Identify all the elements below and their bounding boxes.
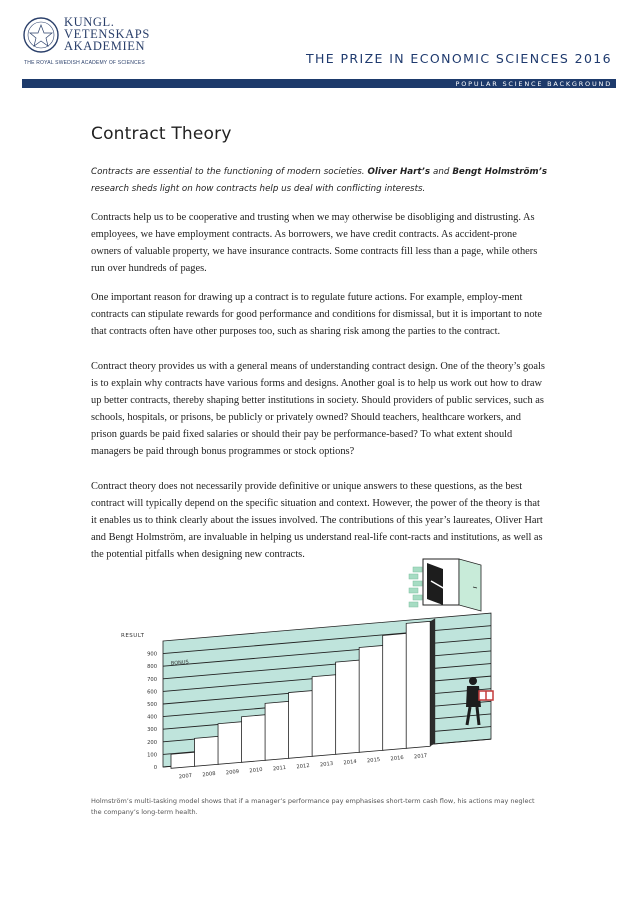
x-tick-label: 2015 [366,756,381,765]
x-tick-label: 2012 [296,762,310,771]
bar [195,736,219,766]
y-tick-label: 400 [147,714,157,721]
x-tick-label: 2007 [178,772,193,779]
body-paragraph-4: Contract theory does not necessarily provide definitive or unique answers to these questions, as the best contract will typically depend on the specific situation and context. However, the power of the theory is that it enables us to think clearly about the issues involved. The contributions of this year’s laureates, Oliver Hart and Bengt Holmström, are invaluable in helping us understand real-life cont-racts and institutions, as well as the potential pitfalls when designing new contracts. [91,481,543,560]
logo-line-3: AKADEMIEN [64,39,146,53]
academy-logo [22,15,150,72]
x-tick-label: 2016 [390,754,405,763]
x-tick-label: 2013 [319,760,334,769]
logo-line-2: VETENSKAPS [64,27,150,41]
y-tick-label: 200 [147,739,157,746]
y-tick-label: 900 [147,651,157,658]
wall-brick [413,595,422,600]
y-tick-label: 100 [147,752,157,759]
intro-paragraph [91,164,547,198]
bonus-chart [113,549,523,779]
logo-line-1: KUNGL. [64,15,115,29]
wall-brick [409,602,418,607]
prize-title: THE PRIZE IN ECONOMIC SCIENCES 2016 [305,51,612,66]
bonus-label: BONUS [170,659,189,667]
x-tick-label: 2008 [202,770,216,779]
body-paragraph-2: One important reason for drawing up a contract is to regulate future actions. For example, employ-ment contracts can stipulate rewards for good performance and conditions for dismissal, but it is important to note that contracts often have other purposes too, such as sharing risk among the parties to the contract. [91,292,543,337]
x-tick-label: 2010 [249,766,263,775]
manager-leg-right [477,707,479,725]
y-tick-label: 300 [147,727,157,734]
academy-seal-icon [22,16,60,54]
bar [218,722,242,765]
y-tick-label: 0 [153,765,157,771]
bar [171,752,195,768]
body-paragraph-3: Contract theory provides us with a general means of understanding contract design. One of the theory’s goals is to explain why contracts have various forms and designs. Another goal is to help us work out how to draw up better contracts, thereby shaping better institutions in society. Should providers of public services, such as schools, hospitals, or prisons, be publicly or privately owned? Should teachers, healthcare workers, and prison guards be paid fixed salaries or should their pay be performance-based? To what extent should managers be paid through bonus programmes or stock options? [91,361,545,457]
bar [383,633,407,750]
bar [406,621,430,748]
y-tick-label: 500 [147,702,157,708]
intro-start: Contracts are essential to the functioning of modern societies. [91,167,368,177]
door-panel [459,559,481,611]
x-tick-label: 2017 [413,752,428,761]
y-tick-label: 800 [147,664,157,671]
intro-name-hart: Oliver Hart’s [367,167,431,177]
bar [336,660,360,754]
intro-end: research sheds light on how contracts help us deal with conflicting interests. [91,184,426,194]
bar [289,691,313,759]
body-paragraph-1: Contracts help us to be cooperative and trusting when we may otherwise be disobliging and distrusting. As employees, we have employment contracts. As borrowers, we have credit contracts. As accident-prone owners of valuable property, we have insurance contracts. Some contracts fill less than a page, while others run over hundreds of pages. [91,212,538,274]
x-tick-label: 2009 [225,768,240,777]
figure-caption: Holmström’s multi-tasking model shows that if a manager’s performance pay emphasises short-term cash flow, his actions may neglect the company’s long-term health. [91,797,535,816]
bonus-chart-svg [113,549,523,779]
bar [312,675,336,757]
x-tick-label: 2011 [272,764,287,773]
wall-brick [409,588,418,593]
bar [242,715,266,763]
y-tick-label: 700 [147,676,157,683]
logo-subtitle: THE ROYAL SWEDISH ACADEMY OF SCIENCES [24,60,145,66]
page-title: Contract Theory [91,124,232,144]
intro-name-holmstrom: Bengt Holmström’s [452,167,547,177]
manager-head [469,677,477,685]
wall-brick [409,574,418,579]
section-label: POPULAR SCIENCE BACKGROUND [455,80,612,88]
x-tick-label: 2014 [343,758,357,767]
bar [265,701,289,760]
wall-brick [413,581,422,586]
step-shadow [430,618,435,746]
y-tick-label: 600 [147,689,157,696]
bar [359,645,383,752]
wall-brick [413,567,422,572]
y-axis-label: RESULT [121,633,145,639]
intro-and: and [430,167,453,177]
